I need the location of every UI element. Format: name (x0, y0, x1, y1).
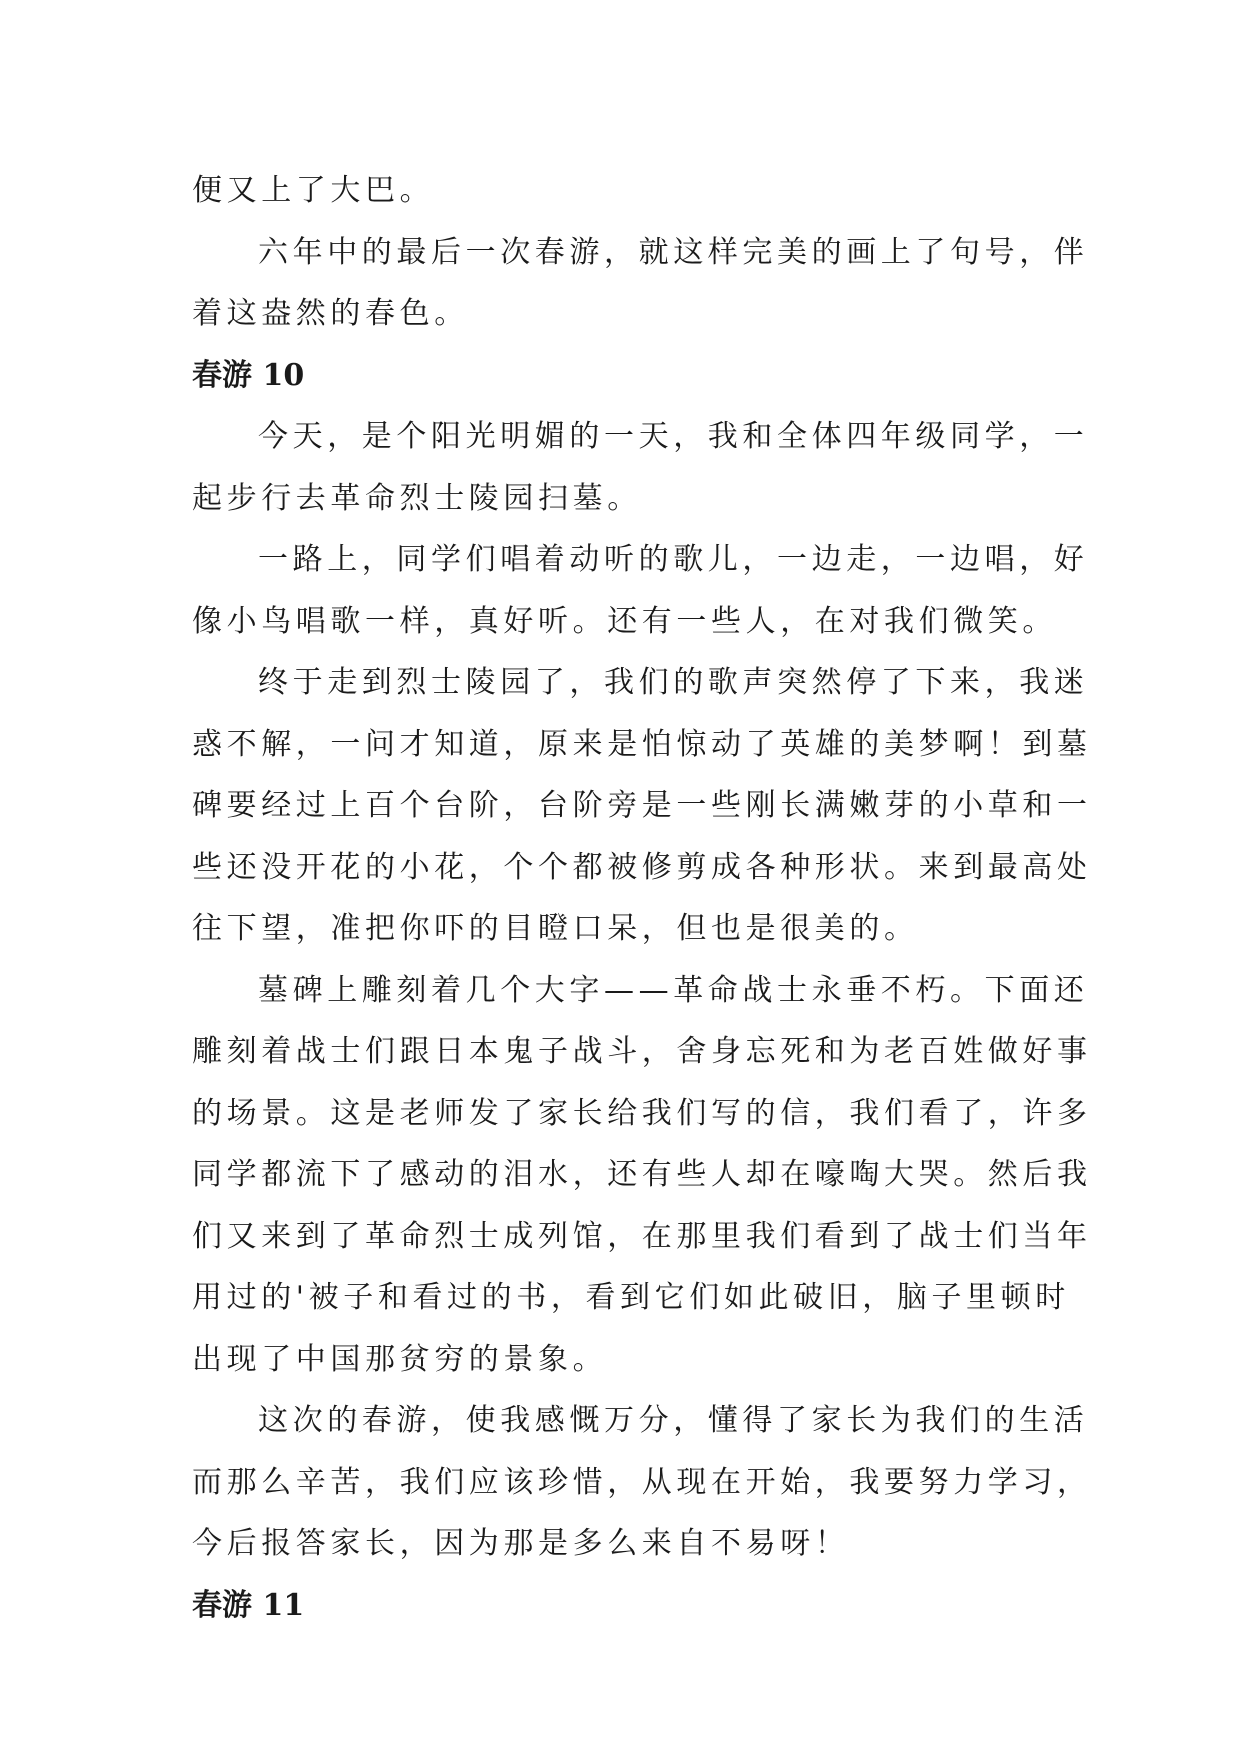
paragraph-line: 终于走到烈士陵园了，我们的歌声突然停了下来，我迷 (258, 665, 1089, 700)
paragraph-7 (192, 1390, 1092, 1575)
paragraph-line: 今后报答家长，因为那是多么来自不易呀！ (192, 1526, 850, 1561)
paragraph-3 (192, 406, 1089, 529)
paragraph-1 (192, 222, 1089, 345)
paragraph-line: 惑不解，一问才知道，原来是怕惊动了英雄的美梦啊！到墓 (192, 726, 1092, 762)
paragraph-line: 们又来到了革命烈士成列馆，在那里我们看到了战士们当年 (192, 1218, 1092, 1254)
paragraph-line: 而那么辛苦，我们应该珍惜，从现在开始，我要努力学习， (192, 1464, 1092, 1500)
paragraph-line: 这次的春游，使我感慨万分，懂得了家长为我们的生活 (258, 1403, 1089, 1438)
paragraph-line: 像小鸟唱歌一样，真好听。还有一些人，在对我们微笑。 (192, 603, 1057, 639)
paragraph-line: 六年中的最后一次春游，就这样完美的画上了句号，伴 (258, 234, 1089, 270)
paragraph-line: 用过的'被子和看过的书，看到它们如此破旧，脑子里顿时 (192, 1280, 1070, 1315)
paragraph-line: 起步行去革命烈士陵园扫墓。 (192, 480, 642, 516)
section-heading: 春游 10 (192, 357, 305, 393)
paragraph-line: 着这盎然的春色。 (192, 296, 469, 331)
paragraph-4 (192, 529, 1089, 652)
text-line-0: 便又上了大巴。 (192, 173, 435, 208)
paragraph-line: 墓碑上雕刻着几个大字——革命战士永垂不朽。下面还 (258, 972, 1089, 1008)
document-body (192, 160, 1092, 1636)
paragraph-line: 的场景。这是老师发了家长给我们写的信，我们看了，许多 (192, 1095, 1092, 1131)
paragraph-line: 一路上，同学们唱着动听的歌儿，一边走，一边唱，好 (258, 542, 1089, 577)
section-heading: 春游 11 (192, 1587, 305, 1623)
paragraph-line: 碑要经过上百个台阶，台阶旁是一些刚长满嫩芽的小草和一 (192, 788, 1092, 823)
paragraph-6 (192, 960, 1092, 1391)
paragraph-line: 出现了中国那贫穷的景象。 (192, 1341, 608, 1377)
paragraph-line: 些还没开花的小花，个个都被修剪成各种形状。来到最高处 (192, 849, 1092, 885)
paragraph-line: 往下望，准把你吓的目瞪口呆，但也是很美的。 (192, 911, 919, 946)
paragraph-line: 同学都流下了感动的泪水，还有些人却在嚎啕大哭。然后我 (192, 1157, 1092, 1192)
text-line (192, 160, 1057, 222)
paragraph-line: 今天，是个阳光明媚的一天，我和全体四年级同学，一 (258, 419, 1089, 454)
paragraph-line: 雕刻着战士们跟日本鬼子战斗，舍身忘死和为老百姓做好事 (192, 1034, 1092, 1069)
paragraph-5 (192, 652, 1092, 960)
